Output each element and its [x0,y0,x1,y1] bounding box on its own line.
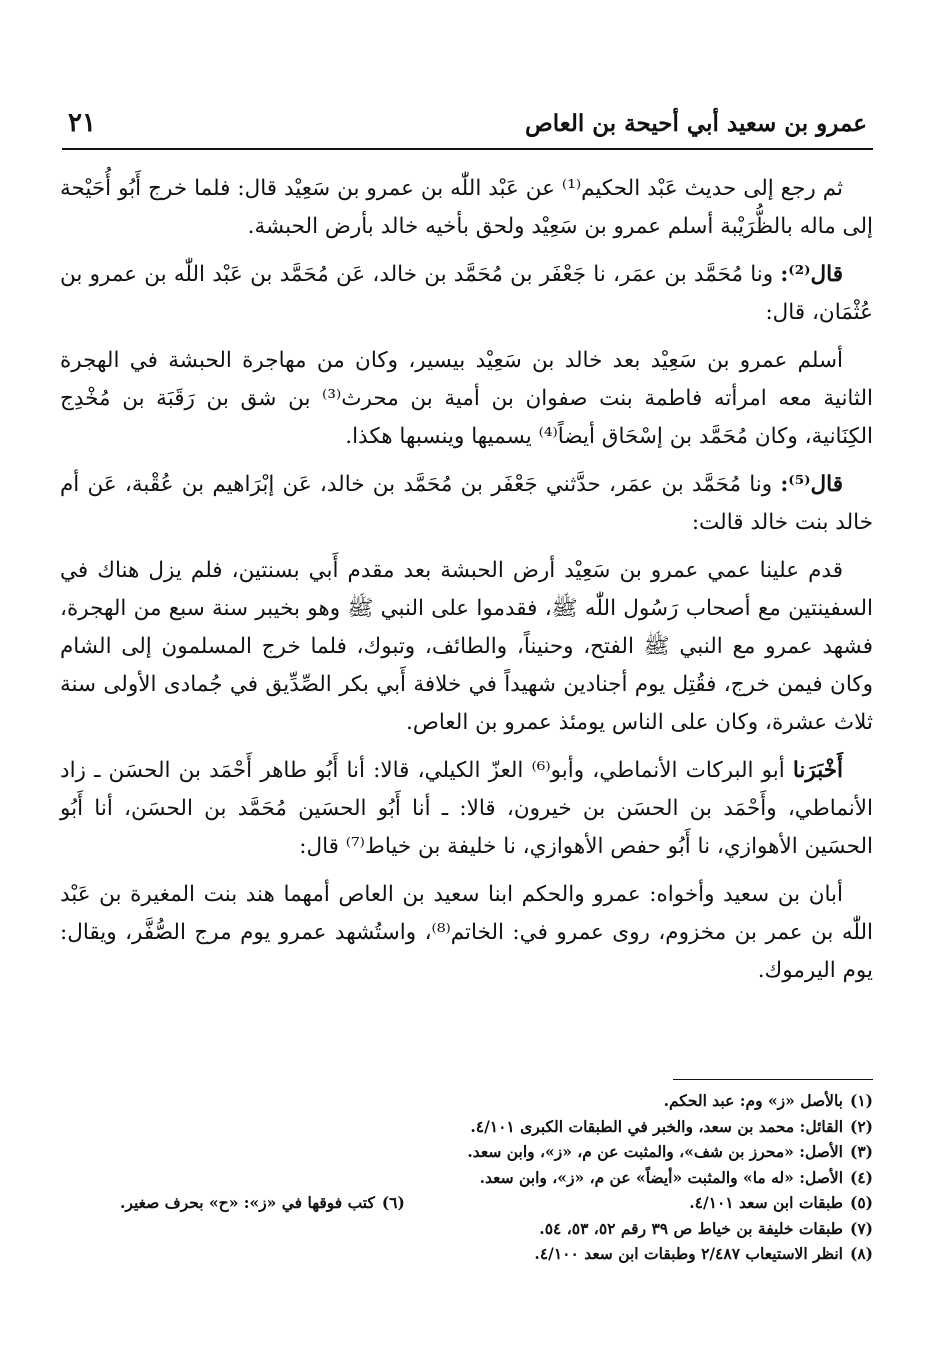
footnote-number: (٤) [849,1167,873,1187]
footnote-number: (٢) [849,1116,873,1136]
paragraph [60,752,873,866]
footnote-number: (٦) [381,1193,405,1212]
footnote-divider [673,1079,873,1080]
footnote-number: (٥) [849,1193,873,1212]
paragraph [60,552,873,742]
paragraph-text: ونا مُحَمَّد بن عمَر، نا جَعْفَر بن مُحَمَّد بن خالد، عَن مُحَمَّد بن عَبْد اللّٰه بن عمرو بن عُثْمَان، قال: [60,262,873,325]
footnote [120,1165,873,1191]
page-header [62,104,873,150]
footnote-number: (٧) [849,1218,873,1238]
page-number: ٢١ [68,108,96,138]
paragraph [60,256,873,332]
footnote-text: انظر الاستيعاب ٢/٤٨٧ وطبقات ابن سعد ٤/١٠٠. [534,1244,843,1263]
paragraph-text: قدم علينا عمي عمرو بن سَعِيْد أرض الحبشة بعد مقدم أَبي بسنتين، فلم يزل هناك في السفينتين مع أصحاب رَسُول اللّٰه ﷺ، فقدموا على النبي ﷺ وهو بخيبر سنة سبع من الهجرة، فشهد عمرو مع النبي ﷺ الفتح، وحنيناً، والطائف، وتبوك، فلما خرج المسلمون إلى الشام وكان فيمن خرج، فقُتِل يوم أجنادين شهيداً في خلافة أَبي بكر الصِّدِّيق في جُمادى الأولى سنة ثلاث عشرة، وكان على الناس يومئذ عمرو بن العاص. [60,558,873,735]
paragraph [60,466,873,542]
footnote-number: (١) [849,1091,873,1110]
running-title: عمرو بن سعيد أبي أحيحة بن العاص [524,110,867,137]
footnote-text: بالأصل «ز» وم: عبد الحكم. [663,1091,843,1110]
footnote [689,1190,873,1216]
paragraph [60,876,873,990]
footnote [120,1190,405,1216]
footnote-text: طبقات خليفة بن خياط ص ٣٩ رقم ٥٢، ٥٣، ٥٤. [539,1218,843,1238]
paragraph-text: أسلم عمرو بن سَعِيْد بعد خالد بن سَعِيْد بيسير، وكان من مهاجرة الحبشة في الهجرة الثانية معه امرأته فاطمة بنت صفوان بن أمية بن محرث⁽³⁾ بن شق بن رَقَبَة بن مُخْدِج الكِنَانية، وكان مُحَمَّد بن إسْحَاق أيضاً⁽⁴⁾ يسميها وينسبها هكذا. [60,348,873,449]
footnote-text: الأصل: «له ما» والمثبت «أيضاً» عن م، «ز»، وابن سعد. [479,1167,843,1187]
paragraph-lead: أَخْبَرَنا [792,758,844,783]
paragraph [60,170,873,246]
footnote [120,1114,873,1140]
paragraph-text: أبو البركات الأنماطي، وأبو⁽⁶⁾ العزّ الكيلي، قالا: أنا أَبُو طاهر أَحْمَد بن الحسَن ـ زاد الأنماطي، وأَحْمَد بن الحسَن بن خيرون، قالا: ـ أنا أَبُو الحسَين مُحَمَّد بن الحسَن، أنا أَبُو الحسَين الأهوازي، نا أَبُو حفص الأهوازي، نا خليفة بن خياط⁽⁷⁾ قال: [60,758,873,859]
paragraph-text: ثم رجع إلى حديث عَبْد الحكيم⁽¹⁾ عن عَبْد اللّٰه بن عمرو بن سَعِيْد قال: فلما خرج أَبُو أُحَيْحة إلى ماله بالظُّرَيْبة أسلم عمرو بن سَعِيْد ولحق بأخيه خالد بأرض الحبشة. [60,176,873,239]
footnote-text: كتب فوقها في «ز»: «ح» بحرف صغير. [120,1193,375,1212]
paragraph [60,342,873,456]
footnote-text: القائل: محمد بن سعد، والخبر في الطبقات الكبرى ٤/١٠١. [470,1116,843,1136]
footnote-number: (٨) [849,1244,873,1263]
footnote-pair [120,1190,873,1216]
main-text [60,170,873,1000]
paragraph-lead: قال⁽⁵⁾: [780,472,843,497]
footnote [120,1139,873,1165]
footnote-number: (٣) [849,1142,873,1161]
paragraph-text: أبان بن سعيد وأخواه: عمرو والحكم ابنا سعيد بن العاص أمهما هند بنت المغيرة بن عَبْد اللّٰه بن عمر بن مخزوم، روى عمرو في: الخاتم⁽⁸⁾، واستُشهد عمرو يوم مرج الصُّفَّر، ويقال: يوم اليرموك. [60,882,873,983]
footnote-text: طبقات ابن سعد ٤/١٠١. [689,1193,843,1212]
paragraph-text: ونا مُحَمَّد بن عمَر، حدَّثني جَعْفَر بن مُحَمَّد بن خالد، عَن إبْرَاهيم بن عُقْبة، عَن أم خالد بنت خالد قالت: [60,472,873,535]
footnote [120,1216,873,1242]
footnote [120,1241,873,1267]
footnote [120,1088,873,1114]
paragraph-lead: قال⁽²⁾: [780,262,843,287]
footnote-text: الأصل: «محرز بن شف»، والمثبت عن م، «ز»، وابن سعد. [467,1142,843,1161]
footnotes [120,1088,873,1267]
